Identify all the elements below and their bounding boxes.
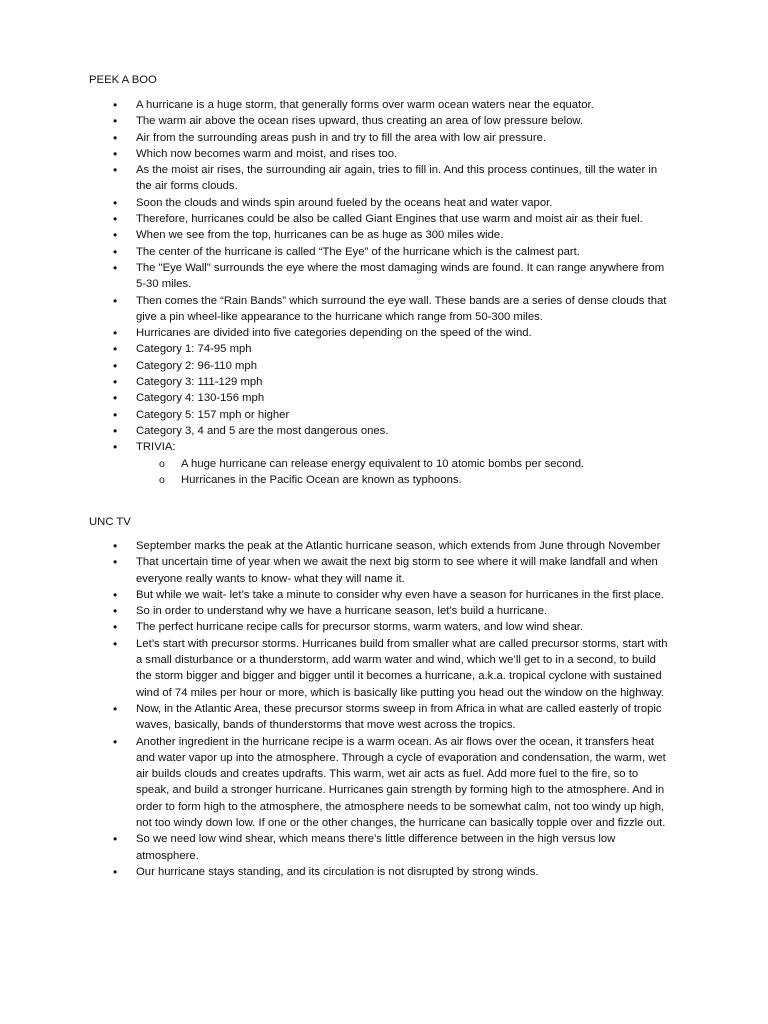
trivia-sub-item: o Hurricanes in the Pacific Ocean are known as typhoons.	[0, 472, 672, 488]
list-item: • That uncertain time of year when we await the next big storm to see where it will make landfall and when everyone really wants to know- what they will name it.	[0, 554, 672, 587]
list-item: • September marks the peak at the Atlantic hurricane season, which extends from June through November	[0, 538, 672, 554]
list-item: • A hurricane is a huge storm, that generally forms over warm ocean waters near the equator.	[0, 97, 672, 113]
list-item: • Then comes the “Rain Bands” which surround the eye wall. These bands are a series of dense clouds that give a pin wheel-like appearance to the hurricane which range from 50-300 miles.	[0, 293, 672, 326]
list-item: • Category 3, 4 and 5 are the most dangerous ones.	[0, 423, 672, 439]
list-item: • As the moist air rises, the surrounding air again, tries to fill in. And this process continues, till the water in the air forms clouds.	[0, 162, 672, 195]
trivia-sub-list	[136, 456, 672, 489]
list-item: • Category 2: 96-110 mph	[0, 358, 672, 374]
peek-a-boo-bullet-list	[0, 97, 672, 488]
list-item: • Another ingredient in the hurricane recipe is a warm ocean. As air flows over the ocean, it transfers heat and water vapor up into the atmosphere. Through a cycle of evaporation and condensation, the warm, wet air builds clouds and creates updrafts. This warm, wet air acts as fuel. Add more fuel to the fire, so to speak, and build a stronger hurricane. Hurricanes gain strength by forming high to the atmosphere. And in order to form high to the atmosphere, the atmosphere needs to be somewhat calm, not too windy up high, not too windy down low. If one or the other changes, the hurricane can basically topple over and fizzle out.	[0, 734, 672, 832]
list-item: • Category 5: 157 mph or higher	[0, 407, 672, 423]
list-item: • The perfect hurricane recipe calls for precursor storms, warm waters, and low wind shear.	[0, 619, 672, 635]
list-item: • Soon the clouds and winds spin around fueled by the oceans heat and water vapor.	[0, 195, 672, 211]
list-item: • Therefore, hurricanes could be also be called Giant Engines that use warm and moist air as their fuel.	[0, 211, 672, 227]
list-item: • But while we wait- let’s take a minute to consider why even have a season for hurricanes in the first place.	[0, 587, 672, 603]
trivia-sub-item: o A huge hurricane can release energy equivalent to 10 atomic bombs per second.	[0, 456, 672, 472]
section-heading-unc-tv: UNC TV	[89, 516, 131, 528]
trivia-label: TRIVIA:	[136, 441, 176, 454]
section-heading-peek-a-boo: PEEK A BOO	[89, 74, 157, 86]
list-item: • Our hurricane stays standing, and its circulation is not disrupted by strong winds.	[0, 864, 672, 880]
list-item: • Let’s start with precursor storms. Hurricanes build from smaller what are called precursor storms, start with a small disturbance or a thunderstorm, add warm water and wind, which we’ll get to in a second, to build the storm bigger and bigger and bigger until it becomes a hurricane, a.k.a. tropical cyclone with sustained wind of 74 miles per hour or more, which is basically like putting you head out the window on the highway.	[0, 636, 672, 701]
list-item: • Now, in the Atlantic Area, these precursor storms sweep in from Africa in what are called easterly of tropic waves, basically, bands of thunderstorms that move west across the tropics.	[0, 701, 672, 734]
list-item: • Category 1: 74-95 mph	[0, 341, 672, 357]
list-item: • Hurricanes are divided into five categories depending on the speed of the wind.	[0, 325, 672, 341]
list-item: • Air from the surrounding areas push in and try to fill the area with low air pressure.	[0, 130, 672, 146]
list-item: • The center of the hurricane is called “The Eye” of the hurricane which is the calmest part.	[0, 244, 672, 260]
list-item: • So in order to understand why we have a hurricane season, let’s build a hurricane.	[0, 603, 672, 619]
list-item: • The "Eye Wall" surrounds the eye where the most damaging winds are found. It can range anywhere from 5-30 miles.	[0, 260, 672, 293]
list-item: • The warm air above the ocean rises upward, thus creating an area of low pressure below.	[0, 113, 672, 129]
unc-tv-bullet-list	[0, 538, 672, 880]
list-item: • So we need low wind shear, which means there’s little difference between in the high versus low atmosphere.	[0, 831, 672, 864]
trivia-item	[0, 439, 672, 488]
list-item: • When we see from the top, hurricanes can be as huge as 300 miles wide.	[0, 227, 672, 243]
list-item: • Category 3: 111-129 mph	[0, 374, 672, 390]
list-item: • Which now becomes warm and moist, and rises too.	[0, 146, 672, 162]
list-item: • Category 4: 130-156 mph	[0, 390, 672, 406]
